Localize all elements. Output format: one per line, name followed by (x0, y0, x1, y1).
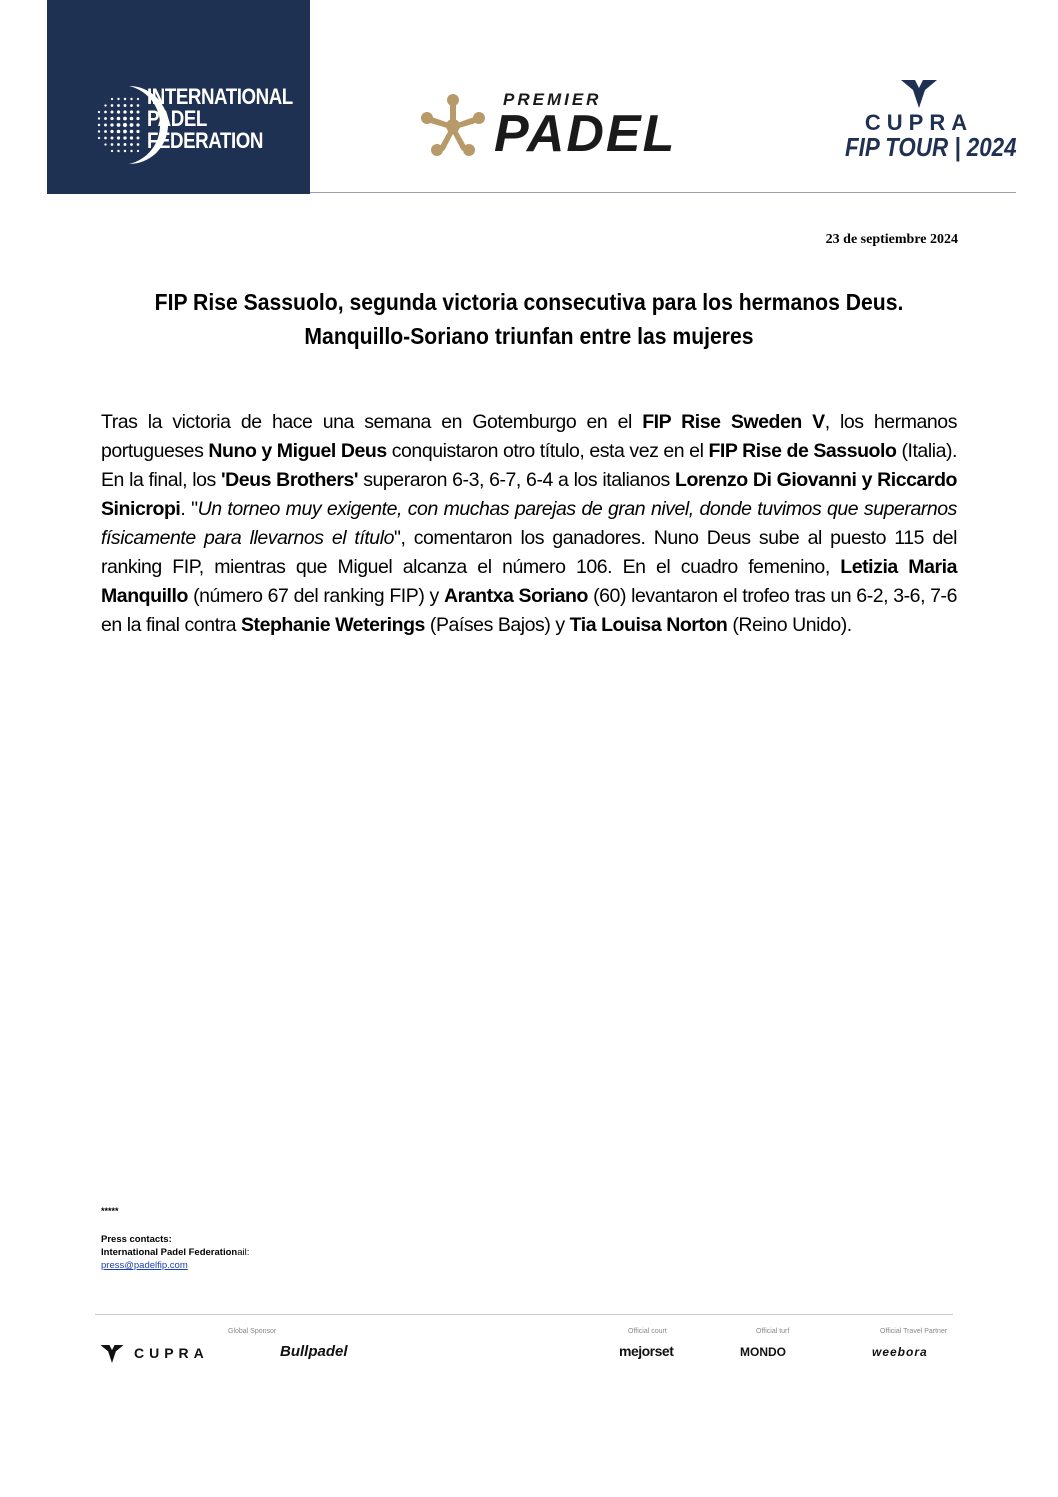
sponsor-weebora-logo: weebora (872, 1345, 928, 1359)
body-text-segment: . " (180, 498, 198, 520)
cupra-sponsor-emblem-icon (100, 1345, 124, 1363)
separator-stars: ***** (101, 1206, 119, 1216)
press-contacts (101, 1233, 249, 1272)
cupra-word: CUPRA (864, 110, 974, 135)
cupra-emblem-icon (901, 80, 937, 108)
sponsor-mejorset-logo: mejorset (619, 1343, 674, 1359)
footer-divider (95, 1314, 953, 1315)
sponsor-cupra-logo: CUPRA (134, 1345, 209, 1361)
premier-text: PREMIER (503, 90, 602, 109)
body-text-segment: ", comentaron los ganadores. Nuno Deus sube al puesto 115 del ranking FIP, mientras que Miguel alcanza el número 106. En el cuadro femenino, (101, 527, 957, 578)
press-contacts-label: Press contacts: (101, 1234, 172, 1245)
sponsor-bullpadel-logo: Bullpadel (280, 1343, 348, 1360)
premier-padel-star-icon (417, 92, 489, 160)
body-bold-segment: Letizia Maria Manquillo (101, 556, 957, 607)
body-bold-segment: FIP Rise de Sassuolo (708, 440, 897, 462)
press-release-date: 23 de septiembre 2024 (825, 232, 958, 247)
body-quote: Un torneo muy exigente, con muchas parejas de gran nivel, donde tuvimos que superarnos físicamente para llevarnos el título (101, 498, 957, 549)
press-org-suffix: ail: (237, 1247, 250, 1258)
caption-global-sponsor: Global Sponsor (228, 1328, 277, 1335)
body-text-segment: conquistaron otro título, esta vez en el (386, 440, 709, 462)
ipf-logo-text (147, 86, 293, 152)
press-release-body (101, 408, 957, 640)
body-bold-segment: Tia Louisa Norton (569, 614, 728, 636)
title-line-2: Manquillo-Soriano triunfan entre las mujeres (304, 323, 754, 349)
title-line-1: FIP Rise Sassuolo, segunda victoria consecutiva para los hermanos Deus. (154, 289, 904, 315)
fip-tour-text: FIP TOUR | 2024 (845, 132, 1017, 162)
body-text-segment: (Reino Unido). (727, 614, 852, 636)
sponsor-mondo-logo: MONDO (740, 1345, 786, 1359)
press-org: International Padel Federation (101, 1247, 238, 1258)
body-bold-segment: Stephanie Weterings (240, 614, 425, 636)
body-text-segment: (60) levantaron el trofeo tras un 6-2, 3-6, 7-6 en la final contra (101, 585, 957, 636)
body-text-segment: (número 67 del ranking FIP) y (187, 585, 444, 607)
body-bold-segment: FIP Rise Sweden V (642, 411, 825, 433)
body-bold-segment: 'Deus Brothers' (220, 469, 359, 491)
press-email-link[interactable]: press@padelfip.com (101, 1260, 188, 1271)
body-text-segment: , los hermanos portugueses (101, 411, 957, 462)
body-bold-segment: Arantxa Soriano (443, 585, 588, 607)
press-release-title (98, 285, 961, 353)
body-text-segment: superaron 6-3, 6-7, 6-4 a los italianos (358, 469, 676, 491)
body-bold-segment: Lorenzo Di Giovanni y Riccardo Sinicropi (101, 469, 958, 520)
cupra-fip-tour-logo (845, 78, 1017, 168)
caption-official-turf: Official turf (756, 1328, 790, 1335)
header-divider (310, 192, 1016, 193)
padel-text: PADEL (494, 105, 677, 163)
ipf-line-1: INTERNATIONAL (147, 84, 293, 109)
body-text-segment: (Italia). En la final, los (101, 440, 957, 491)
ipf-header-band (47, 0, 310, 194)
caption-official-travel: Official Travel Partner (880, 1328, 948, 1335)
ipf-line-2: PADEL (147, 106, 207, 131)
body-text-segment: Tras la victoria de hace una semana en Gotemburgo en el (101, 411, 643, 433)
caption-official-court: Official court (628, 1328, 667, 1335)
body-bold-segment: Nuno y Miguel Deus (208, 440, 387, 462)
body-text-segment: (Países Bajos) y (424, 614, 570, 636)
ipf-line-3: FEDERATION (147, 128, 263, 153)
